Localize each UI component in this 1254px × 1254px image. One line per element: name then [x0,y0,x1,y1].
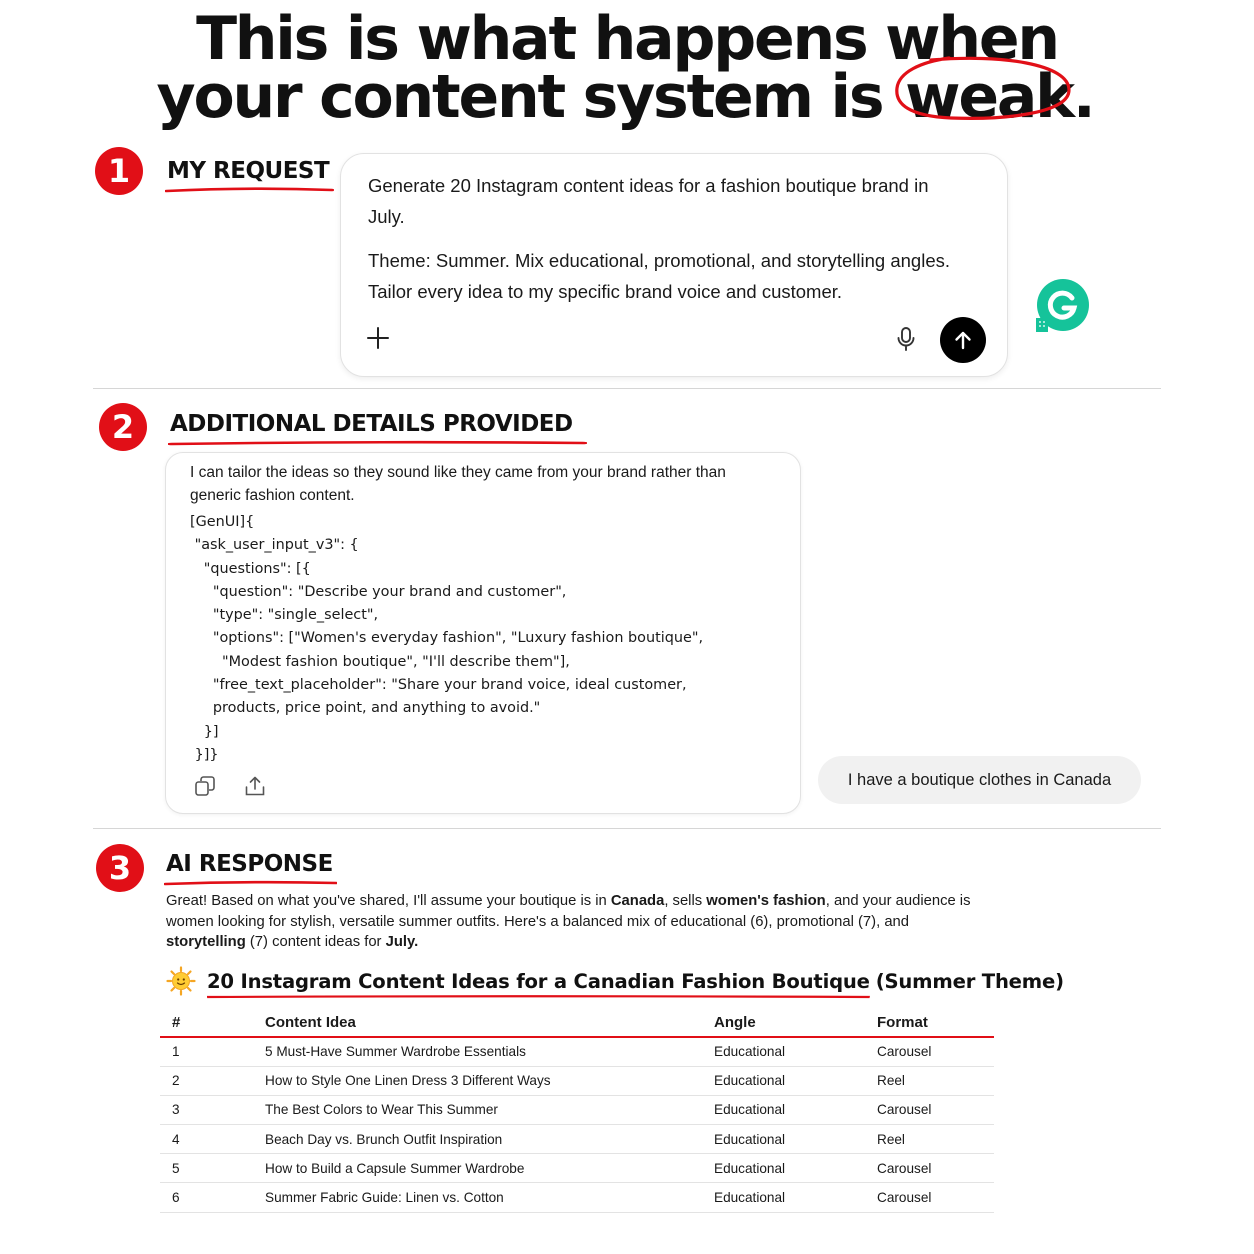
cell-number: 6 [160,1183,265,1212]
copy-button[interactable] [194,775,216,797]
table-row [160,1095,994,1124]
copy-icon [194,775,216,797]
table-row [160,1183,994,1212]
request-text-1[interactable]: Generate 20 Instagram content ideas for a fashion boutique brand in July. [368,175,929,227]
table-row [160,1125,994,1154]
send-button[interactable] [940,317,986,363]
ideas-title-text: 20 Instagram Content Ideas for a Canadian Fashion Boutique [207,969,870,993]
intro-text: , and your audience is women looking for stylish, versatile summer outfits. Here's a balanced mix of educational (6), promotional (7), and [166,893,971,930]
cell-format: Reel [877,1066,994,1095]
cell-number: 1 [160,1037,265,1066]
user-message-bubble: I have a boutique clothes in Canada [818,756,1141,804]
table-header-row [160,1008,994,1037]
cell-format: Carousel [877,1154,994,1183]
share-icon [244,775,266,797]
cell-angle: Educational [714,1183,877,1212]
plus-icon[interactable] [365,325,391,351]
cell-number: 3 [160,1095,265,1124]
ideas-title-suffix: (Summer Theme) [875,969,1064,993]
code-line: }] [190,723,219,740]
intro-bold-text: women's fashion [706,893,826,909]
code-line: [GenUI]{ [190,514,255,530]
headline-line-2 [0,62,1254,132]
assistant-message-intro: I can tailor the ideas so they sound like they came from your brand rather than generic fashion content. [190,464,726,504]
code-line: "Modest fashion boutique", "I'll describe them"], [190,653,570,670]
cell-angle: Educational [714,1125,877,1154]
cell-format: Carousel [877,1037,994,1066]
cell-number: 5 [160,1154,265,1183]
code-line: "ask_user_input_v3": { [190,537,359,554]
step-title-text: MY REQUEST [167,158,330,184]
cell-format: Carousel [877,1183,994,1212]
cell-content-idea: Summer Fabric Guide: Linen vs. Cotton [265,1183,714,1212]
column-header-format: Format [877,1008,994,1037]
table-row [160,1037,994,1066]
code-line: products, price point, and anything to avoid." [190,700,541,717]
ideas-title [207,970,870,993]
column-header-idea: Content Idea [265,1008,714,1037]
step-badge-2: 2 [99,403,147,451]
underline-stroke [168,439,587,447]
section-divider [93,828,1161,829]
step-title-text: AI RESPONSE [166,851,333,877]
step-title-text: ADDITIONAL DETAILS PROVIDED [170,411,573,437]
table-row [160,1154,994,1183]
step-title-request [167,158,329,184]
code-line: }]} [190,746,219,763]
code-line: "questions": [{ [190,560,311,577]
section-divider [93,388,1161,389]
microphone-icon[interactable] [894,326,918,352]
share-button[interactable] [244,775,266,797]
headline-circled-word [901,62,1097,132]
content-ideas-table [160,1008,994,1213]
cell-angle: Educational [714,1066,877,1095]
cell-format: Carousel [877,1095,994,1124]
cell-angle: Educational [714,1037,877,1066]
cell-number: 4 [160,1125,265,1154]
column-header-angle: Angle [714,1008,877,1037]
table-body [160,1037,994,1212]
ideas-heading [166,966,1064,996]
underline-stroke [207,994,870,999]
cell-angle: Educational [714,1095,877,1124]
message-composer[interactable] [340,153,1008,377]
step-badge-3: 3 [96,844,144,892]
headline-prefix: your content system is [156,62,883,132]
headline-circled-text: weak. [905,62,1094,132]
underline-stroke [165,186,334,194]
cell-angle: Educational [714,1154,877,1183]
cell-content-idea: 5 Must-Have Summer Wardrobe Essentials [265,1037,714,1066]
step-title-details [170,411,573,437]
headline-line-1: This is what happens when [196,4,1058,74]
cell-content-idea: How to Build a Capsule Summer Wardrobe [265,1154,714,1183]
code-line: "free_text_placeholder": "Share your brand voice, ideal customer, [190,677,687,694]
cell-content-idea: The Best Colors to Wear This Summer [265,1095,714,1124]
assistant-message-card [165,452,801,814]
intro-bold-text: Canada [610,893,665,909]
request-text-2[interactable]: Theme: Summer. Mix educational, promotional, and storytelling angles. Tailor every idea to my specific brand voice and customer. [368,250,951,302]
step-title-response [166,851,333,877]
table-row [160,1066,994,1095]
intro-bold-text: July. [385,934,419,950]
cell-content-idea: How to Style One Linen Dress 3 Different Ways [265,1066,714,1095]
cell-number: 2 [160,1066,265,1095]
genui-code-block [190,511,703,767]
cell-format: Reel [877,1125,994,1154]
headline [0,4,1254,132]
cell-content-idea: Beach Day vs. Brunch Outfit Inspiration [265,1125,714,1154]
column-header-number: # [160,1008,265,1037]
intro-text: (7) content ideas for [245,934,386,950]
intro-text: , sells [664,893,707,909]
response-intro-paragraph [166,891,976,953]
code-line: "options": ["Women's everyday fashion", "Luxury fashion boutique", [190,630,704,647]
grammarly-icon[interactable] [1036,278,1090,332]
code-line: "type": "single_select", [190,607,379,624]
code-line: "question": "Describe your brand and customer", [190,583,567,600]
underline-stroke [164,879,337,887]
sun-icon [166,966,196,996]
step-badge-1: 1 [95,147,143,195]
intro-text: Great! Based on what you've shared, I'll assume your boutique is in [166,893,611,909]
arrow-up-icon [952,329,974,351]
message-actions [194,775,266,797]
intro-bold-text: storytelling [166,934,246,950]
